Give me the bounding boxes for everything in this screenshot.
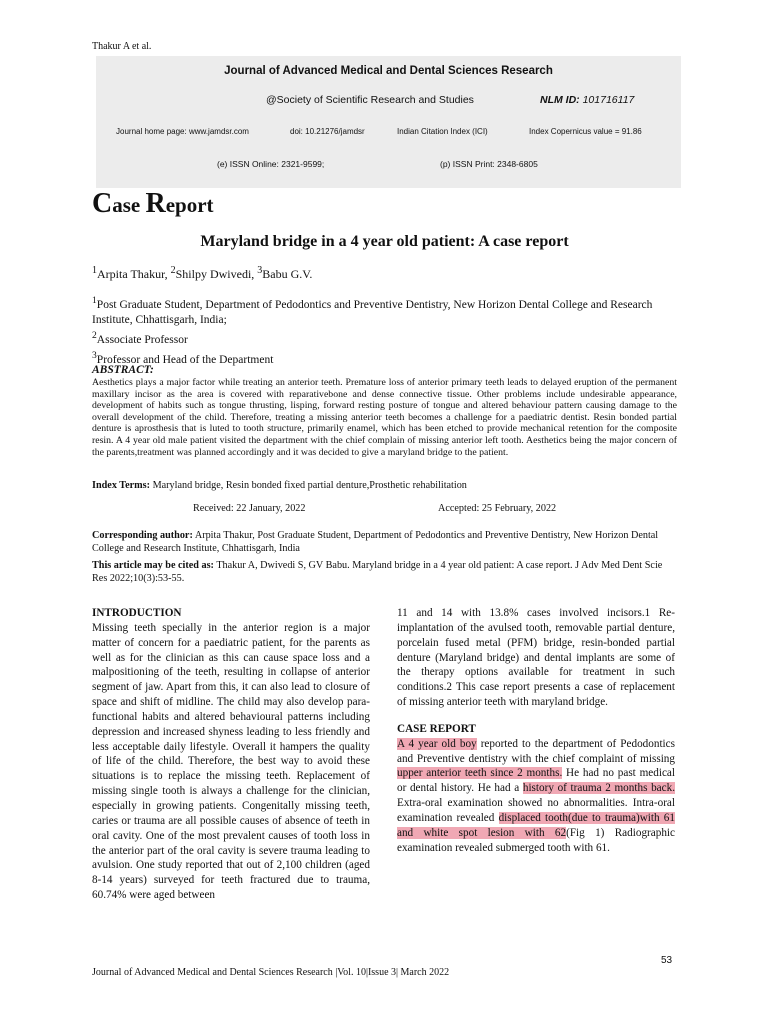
received-date: Received: 22 January, 2022 [193,503,306,514]
author-name: Babu G.V. [262,267,313,281]
affiliation-text: Professor and Head of the Department [96,353,274,366]
affiliation-sup: 2 [92,329,97,341]
case-report-text [397,737,675,856]
index-terms-label: Index Terms: [92,480,151,491]
author-sup: 3 [257,265,263,276]
affiliations [92,293,682,367]
corresponding-label: Corresponding author: [92,530,193,541]
affiliation-text: Post Graduate Student, Department of Pedodontics and Preventive Dentistry, New Horizon Dental College and Research Institute, Chhattisgarh, India; [92,298,653,326]
cite-text: Thakur A, Dwivedi S, GV Babu. Maryland bridge in a 4 year old patient: A case report. J Adv Med Dent Scie Res 2022;10(3):53-55. [92,560,663,584]
journal-header-box [96,56,681,188]
author-name: Shilpy Dwivedi, [175,267,258,281]
corresponding-text: Arpita Thakur, Post Graduate Student, Department of Pedodontics and Preventive Dentistry, New Horizon Dental College and Research Institute, Chhattisgarh, India [92,530,659,554]
introduction-heading: INTRODUCTION [92,607,182,619]
journal-homepage[interactable]: Journal home page: www.jamdsr.com [116,127,249,136]
abstract-text: Aesthetics plays a major factor while treating an anterior teeth. Premature loss of anterior primary teeth leads to delayed eruption of the permanent maxillary incisor as the area is covered with reparativebone and dense connective tissue. Other problems include undesirable appearance, development of habits such as tongue thrusting, lisping, forward resting posture of tongue and altered behaviour pattern causing damage to the overall development of the child. Therefore, treating a missing anterior teeth becomes a challenge for a paediatric dentist. Resin bonded partial denture is aprosthesis that is luted to tooth structure, primarily enamel, which has been etched to provide mechanical retention for the composite resin. A 4 year old male patient visited the department with the chief complain of missing anterior left tooth. Aesthetics being the major concern of the parents,treatment was planned accordingly and it was decided to give a maryland bridge to the patient. [92,377,677,458]
author-name: Arpita Thakur, [97,267,171,281]
journal-name: Journal of Advanced Medical and Dental Sciences Research [224,65,553,77]
issn-print: (p) ISSN Print: 2348-6805 [440,159,538,169]
case-report-segment: (Fig 1) Radiographic examination revealed submerged tooth with 61. [397,826,675,854]
author-sup: 1 [92,265,97,276]
affiliation-text: Associate Professor [96,333,188,346]
nlm-value: 101716117 [582,94,635,106]
case-heading-r: R [145,188,166,219]
affiliation-item [92,293,682,328]
introduction-continued: 11 and 14 with 13.8% cases involved incisors.1 Re-implantation of the avulsed tooth, removable partial denture, porcelain fused metal (PFM) bridge, resin-bonded partial denture (Maryland bridge) and dental implants are some of the therapy options available for treatment in such conditions.2 This case report presents a case of replacement of missing anterior teeth with maryland bridge. [397,607,675,709]
case-heading-eport: eport [165,193,214,217]
right-column [397,606,675,856]
corresponding-author [92,529,677,555]
author-list [92,265,312,282]
copernicus-index: Index Copernicus value = 91.86 [529,127,642,136]
case-heading-c: C [92,188,113,219]
nlm-label: NLM ID: [540,94,580,106]
case-report-segment: reported to the department of Pedodontics and Preventive dentistry with the chief complaint of missing [397,737,675,765]
case-report-heading [92,188,214,220]
section-gap [397,710,675,722]
highlighted-text: upper anterior teeth since 2 months. [397,767,563,780]
highlighted-text: history of trauma 2 months back. [522,782,675,795]
affiliation-sup: 1 [92,295,97,306]
paper-title: Maryland bridge in a 4 year old patient: A case report [200,233,569,250]
index-terms-text: Maryland bridge, Resin bonded fixed partial denture,Prosthetic rehabilitation [150,480,467,491]
citation-index: Indian Citation Index (ICI) [397,127,488,136]
abstract-heading: ABSTRACT: [92,364,154,376]
highlighted-text: displaced tooth(due to trauma)with 61 and white spot lesion with 62 [397,811,675,839]
index-terms [92,480,677,491]
affiliation-sup: 3 [92,349,97,361]
society-name: @Society of Scientific Research and Studies [266,94,474,106]
affiliation-item [92,328,682,348]
author-sup: 2 [170,265,176,276]
page-number: 53 [661,955,673,966]
page-footer: Journal of Advanced Medical and Dental Sciences Research |Vol. 10|Issue 3| March 2022 [92,967,450,978]
journal-doi: doi: 10.21276/jamdsr [290,127,365,136]
case-report-segment: He had no past medical or dental history. He had a [397,767,675,795]
case-heading-ase: ase [112,193,146,217]
cite-label: This article may be cited as: [92,560,214,571]
introduction-text: Missing teeth specially in the anterior region is a major matter of concern for a paediatric patient, for the parents as well as for the clinician as this can cause space loss and a malpositioning of the teeth, resulting in collapse of anterior segment of jaw. Apart from this, it can also lead to closure of space and shift of midline. The child may also develop para-functional habits and altered behavioural patterns including depression and increased shyness leading to less friendly and less acceptable daily lifestyle. Overall it hampers the quality of life of the child. Therefore, the best way to avoid these situations is to replace the missing teeth. Replacement of missing single tooth is always a challenge for the clinician, especially in growing patients. Congenitally missing teeth, caries or trauma are all possible causes of absence of teeth in oral cavity. One of the most prevalent causes of tooth loss in the anterior part of the oral cavity is severe trauma leading to avulsion. One study reported that out of 2,100 children (aged 8-14 years) surveyed for teeth fractured due to trauma, 60.74% were aged between [92,621,370,902]
case-report-segment: Extra-oral examination showed no abnormalities. Intra-oral examination revealed [397,797,675,824]
affiliation-item [92,348,682,368]
accepted-date: Accepted: 25 February, 2022 [438,503,557,514]
issn-online: (e) ISSN Online: 2321-9599; [217,159,325,169]
left-column [92,606,370,903]
case-report-section-heading: CASE REPORT [397,722,476,735]
citation [92,559,677,585]
nlm-id [540,94,634,106]
running-head: Thakur A et al. [92,41,152,52]
highlighted-text: A 4 year old boy [397,737,477,750]
